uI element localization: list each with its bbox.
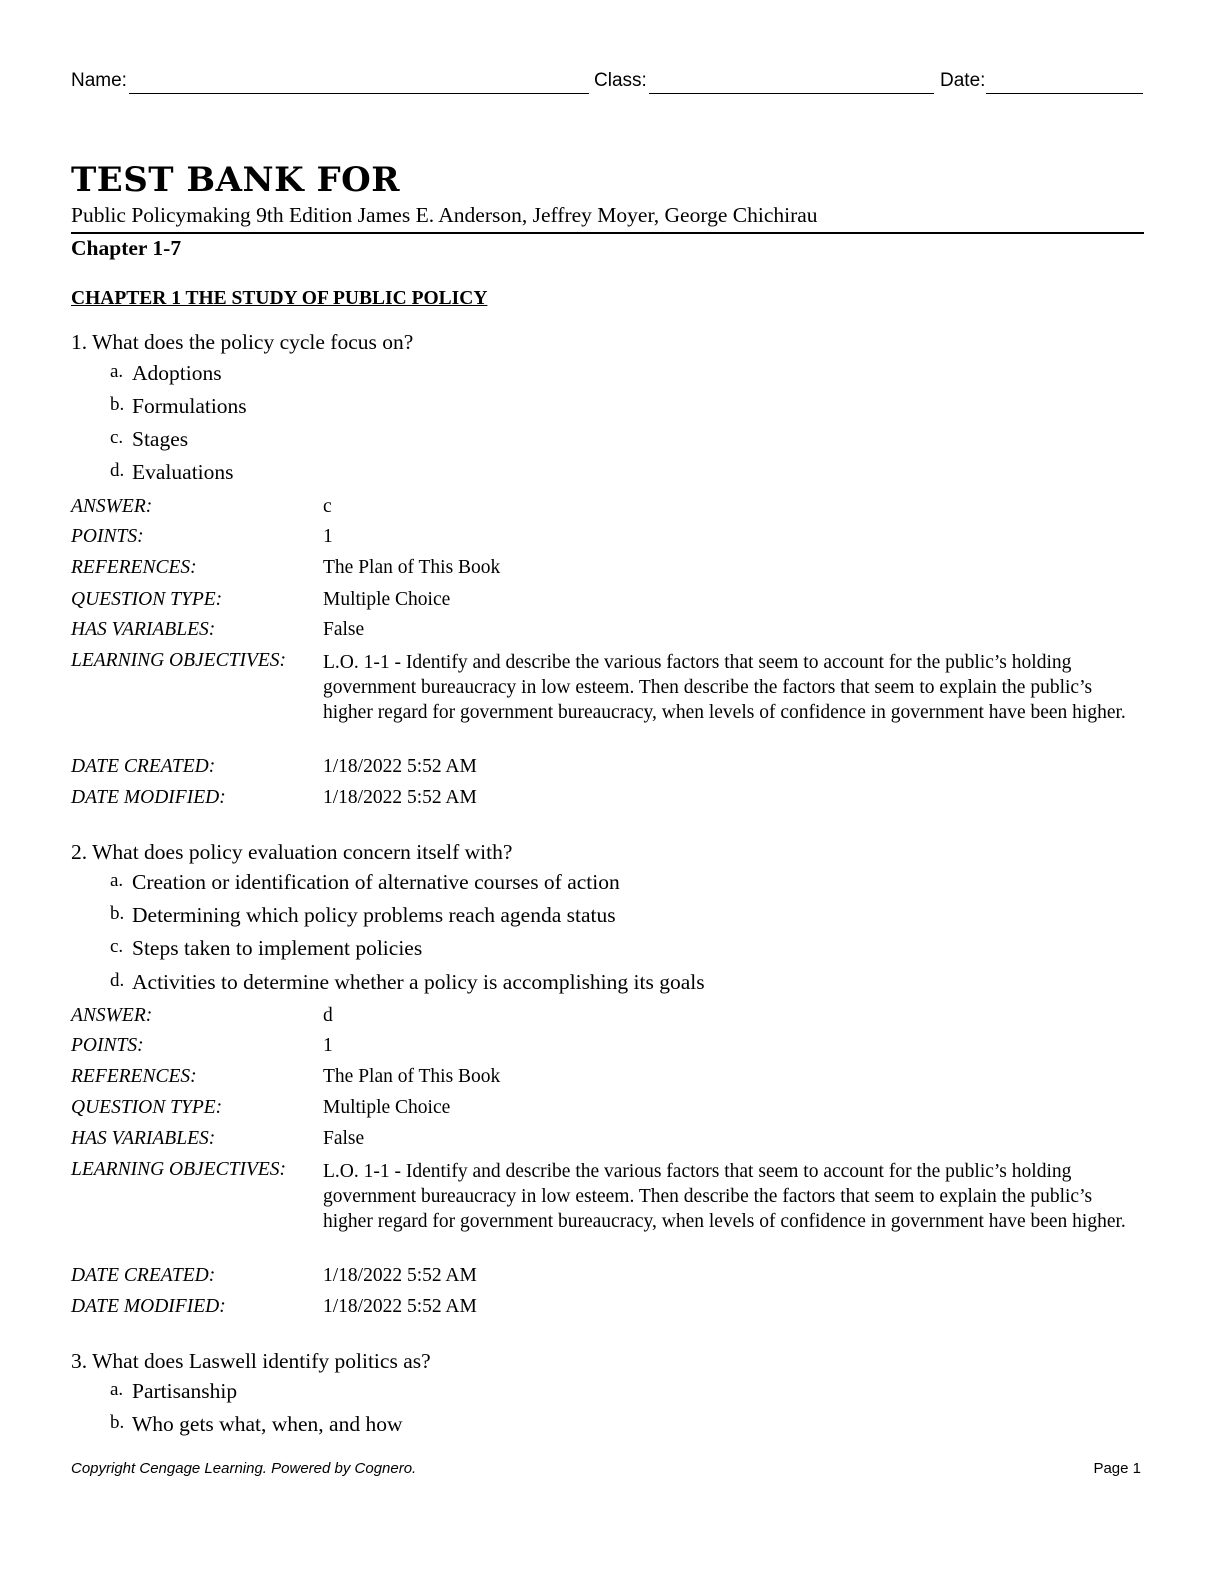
question-type-value: Multiple Choice (323, 589, 451, 610)
option-letter: b. (110, 903, 125, 924)
option-letter: c. (110, 936, 124, 957)
answer-option (110, 1412, 402, 1437)
name-label: Name: (71, 70, 127, 91)
answer-option (110, 870, 620, 895)
has-variables-value: False (323, 619, 365, 640)
title-divider (71, 232, 1144, 234)
points-value: 1 (323, 526, 333, 547)
book-subtitle: Public Policymaking 9th Edition James E. Anderson, Jeffrey Moyer, George Chichirau (71, 203, 818, 227)
learning-objectives-value: L.O. 1-1 - Identify and describe the various factors that seem to account for the public’s holding government bureaucracy in low esteem. Then describe the factors that seem to explain the public’s higher regard for government bureaucracy, when levels of confidence in government have been higher. (323, 1161, 1126, 1232)
date-created-label: DATE CREATED: (71, 756, 216, 777)
class-line (649, 93, 934, 94)
option-text: Activities to determine whether a policy is accomplishing its goals (132, 970, 705, 994)
points-value: 1 (323, 1035, 333, 1056)
answer-option (110, 394, 247, 419)
option-letter: a. (110, 1379, 124, 1400)
option-letter: b. (110, 394, 125, 415)
references-value: The Plan of This Book (323, 1066, 501, 1087)
option-letter: a. (110, 361, 124, 382)
chapter-range: Chapter 1-7 (71, 236, 182, 260)
option-letter: a. (110, 870, 124, 891)
answer-option (110, 970, 705, 995)
answer-option (110, 936, 422, 961)
question-type-label: QUESTION TYPE: (71, 589, 223, 610)
answer-option (110, 427, 188, 452)
references-label: REFERENCES: (71, 1066, 197, 1087)
learning-objectives-label: LEARNING OBJECTIVES: (71, 1159, 287, 1180)
answer-value: d (323, 1005, 333, 1026)
has-variables-label: HAS VARIABLES: (71, 619, 216, 640)
has-variables-value: False (323, 1128, 365, 1149)
option-text: Steps taken to implement policies (132, 936, 423, 960)
option-text: Who gets what, when, and how (132, 1412, 403, 1436)
learning-objectives-label: LEARNING OBJECTIVES: (71, 650, 287, 671)
option-text: Creation or identification of alternative courses of action (132, 870, 620, 894)
answer-value: c (323, 496, 332, 517)
date-modified-label: DATE MODIFIED: (71, 1296, 226, 1317)
section-title: CHAPTER 1 THE STUDY OF PUBLIC POLICY (71, 288, 488, 309)
option-text: Formulations (132, 394, 247, 418)
date-label: Date: (940, 70, 986, 91)
option-text: Determining which policy problems reach agenda status (132, 903, 616, 927)
class-label: Class: (594, 70, 647, 91)
date-created-label: DATE CREATED: (71, 1265, 216, 1286)
answer-label: ANSWER: (71, 496, 153, 517)
option-letter: c. (110, 427, 124, 448)
points-label: POINTS: (71, 526, 144, 547)
option-letter: d. (110, 460, 125, 481)
references-value: The Plan of This Book (323, 557, 501, 578)
question-type-value: Multiple Choice (323, 1097, 451, 1118)
answer-option (110, 361, 222, 386)
has-variables-label: HAS VARIABLES: (71, 1128, 216, 1149)
answer-option (110, 460, 234, 485)
question-text: 3. What does Laswell identify politics as? (71, 1349, 431, 1373)
points-label: POINTS: (71, 1035, 144, 1056)
page-number: Page 1 (1093, 1460, 1141, 1477)
question-type-label: QUESTION TYPE: (71, 1097, 223, 1118)
answer-label: ANSWER: (71, 1005, 153, 1026)
student-info-header (71, 70, 1143, 96)
footer-copyright: Copyright Cengage Learning. Powered by Cognero. (71, 1460, 417, 1477)
option-letter: b. (110, 1412, 125, 1433)
answer-option (110, 903, 616, 928)
option-text: Evaluations (132, 460, 234, 484)
option-text: Partisanship (132, 1379, 238, 1403)
date-created-value: 1/18/2022 5:52 AM (323, 756, 477, 777)
answer-option (110, 1379, 237, 1404)
date-modified-value: 1/18/2022 5:52 AM (323, 1296, 477, 1317)
question-text: 1. What does the policy cycle focus on? (71, 330, 414, 354)
references-label: REFERENCES: (71, 557, 197, 578)
page-title: TEST BANK FOR (71, 160, 401, 200)
date-modified-label: DATE MODIFIED: (71, 787, 226, 808)
learning-objectives-value: L.O. 1-1 - Identify and describe the various factors that seem to account for the public’s holding government bureaucracy in low esteem. Then describe the factors that seem to explain the public’s higher regard for government bureaucracy, when levels of confidence in government have been higher. (323, 652, 1126, 723)
date-line (986, 93, 1143, 94)
date-created-value: 1/18/2022 5:52 AM (323, 1265, 477, 1286)
name-line (129, 93, 589, 94)
option-text: Adoptions (132, 361, 222, 385)
option-letter: d. (110, 970, 125, 991)
question-text: 2. What does policy evaluation concern itself with? (71, 840, 513, 864)
date-modified-value: 1/18/2022 5:52 AM (323, 787, 477, 808)
option-text: Stages (132, 427, 189, 451)
